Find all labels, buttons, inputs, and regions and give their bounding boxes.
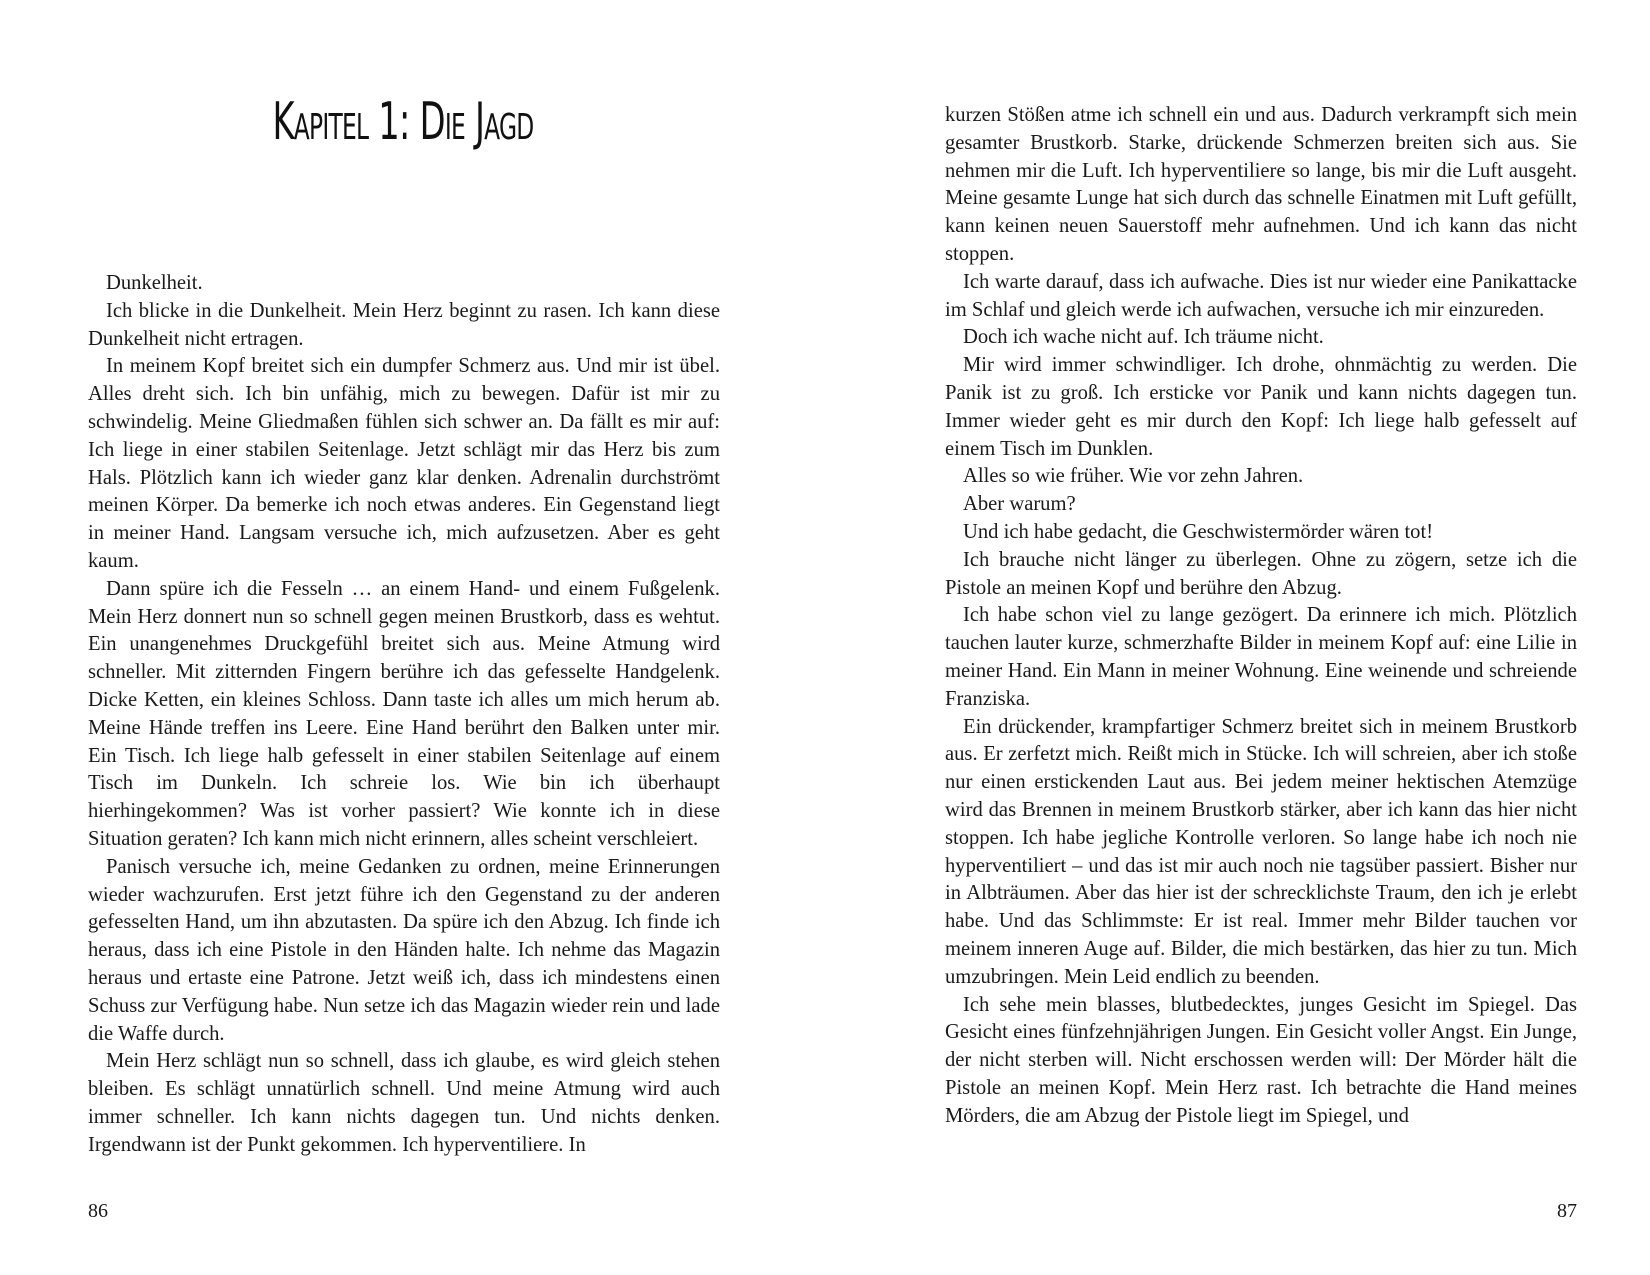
paragraph: kurzen Stößen atme ich schnell ein und aus. Dadurch verkrampft sich mein gesamter Brustkorb. Starke, drückende Schmerzen breiten sich aus. Sie nehmen mir die Luft. Ich hyperventiliere so lange, bis mir die Luft ausgeht. Meine gesamte Lunge hat sich durch das schnelle Einatmen mit Luft gefüllt, kann keinen neuen Sauerstoff mehr aufnehmen. Und ich kann das nicht stoppen.: [945, 104, 1577, 265]
paragraph: Dann spüre ich die Fesseln … an einem Hand- und einem Fußgelenk. Mein Herz donnert nun so schnell gegen meinen Brustkorb, dass es wehtut. Ein unangenehmes Druckgefühl breitet sich aus. Meine Atmung wird schneller. Mit zitternden Fingern berühre ich das gefesselte Handgelenk. Dicke Ketten, ein kleines Schloss. Dann taste ich alles um mich herum ab. Meine Hände treffen ins Leere. Eine Hand berührt den Balken unter mir. Ein Tisch. Ich liege halb gefesselt in einer stabilen Seitenlage auf einem Tisch im Dunkeln. Ich schreie los. Wie bin ich überhaupt hierhingekommen? Was ist vorher passiert? Wie konnte ich in diese Situation geraten? Ich kann mich nicht erinnern, alles scheint verschleiert.: [88, 577, 720, 850]
chapter-title: Kapitel 1: Die Jagd: [272, 92, 534, 152]
paragraph: Aber warum?: [963, 493, 1076, 516]
page-number: 86: [88, 1200, 108, 1222]
paragraph: Ich sehe mein blasses, blutbedecktes, junges Gesicht im Spiegel. Das Gesicht eines fünfzehnjährigen Jungen. Ein Gesicht voller Angst. Ein Junge, der nicht sterben will. Nicht erschossen werden will: Der Mörder hält die Pistole an meinen Kopf. Mein Herz rast. Ich betrachte die Hand meines Mörders, die am Abzug der Pistole liegt im Spiegel, und: [945, 993, 1577, 1127]
paragraph: Alles so wie früher. Wie vor zehn Jahren.: [963, 465, 1304, 488]
page-number: 87: [1557, 1200, 1577, 1222]
paragraph: Panisch versuche ich, meine Gedanken zu ordnen, meine Erinnerungen wieder wachzurufen. Erst jetzt führe ich den Gegenstand zu der anderen gefesselten Hand, um ihn abzutasten. Da spüre ich den Abzug. Ich finde ich heraus, dass ich eine Pistole in den Händen halte. Ich nehme das Magazin heraus und ertaste eine Patrone. Jetzt weiß ich, dass ich mindestens einen Schuss zur Verfügung habe. Nun setze ich das Magazin wieder rein und lade die Waffe durch.: [88, 855, 720, 1045]
paragraph: In meinem Kopf breitet sich ein dumpfer Schmerz aus. Und mir ist übel. Alles dreht sich. Ich bin unfähig, mich zu bewegen. Dafür ist mir zu schwindelig. Meine Gliedmaßen fühlen sich schwer an. Da fällt es mir auf: Ich liege in einer stabilen Seitenlage. Jetzt schlägt mir das Herz bis zum Hals. Plötzlich kann ich wieder ganz klar denken. Adrenalin durchströmt meinen Körper. Da bemerke ich noch etwas anderes. Ein Gegenstand liegt in meiner Hand. Langsam versuche ich, mich aufzusetzen. Aber es geht kaum.: [88, 355, 720, 572]
paragraph: Ich blicke in die Dunkelheit. Mein Herz beginnt zu rasen. Ich kann diese Dunkelheit nicht ertragen.: [88, 299, 720, 350]
paragraph: Ich warte darauf, dass ich aufwache. Dies ist nur wieder eine Panikattacke im Schlaf und gleich werde ich aufwachen, versuche ich mir einzureden.: [945, 270, 1577, 321]
paragraph: Ein drückender, krampfartiger Schmerz breitet sich in meinem Brustkorb aus. Er zerfetzt mich. Reißt mich in Stücke. Ich will schreien, aber ich stoße nur einen erstickenden Laut aus. Bei jedem meiner hektischen Atemzüge wird das Brennen in meinem Brustkorb stärker, aber ich kann das hier nicht stoppen. Ich habe jegliche Kontrolle verloren. So lange habe ich noch nie hyperventiliert – und das ist mir auch noch nie tagsüber passiert. Bisher nur in Albträumen. Aber das hier ist der schrecklichste Traum, den ich je erlebt habe. Und das Schlimmste: Er ist real. Immer mehr Bilder tauchen vor meinem inneren Auge auf. Bilder, die mich bestärken, das hier zu tun. Mich umzubringen. Mein Leid endlich zu beenden.: [945, 715, 1577, 988]
paragraph: Ich habe schon viel zu lange gezögert. Da erinnere ich mich. Plötzlich tauchen lauter kurze, schmerzhafte Bilder in meinem Kopf auf: eine Lilie in meiner Hand. Ein Mann in meiner Wohnung. Eine weinende und schreiende Franziska.: [945, 604, 1577, 710]
paragraph: Und ich habe gedacht, die Geschwistermörder wären tot!: [963, 520, 1434, 543]
paragraph: Ich brauche nicht länger zu überlegen. Ohne zu zögern, setze ich die Pistole an meinen Kopf und berühre den Abzug.: [945, 548, 1577, 599]
left-page-text: [88, 270, 720, 1160]
paragraph: Doch ich wache nicht auf. Ich träume nicht.: [963, 326, 1324, 349]
paragraph: Mir wird immer schwindliger. Ich drohe, ohnmächtig zu werden. Die Panik ist zu groß. Ich ersticke vor Panik und kann nichts dagegen tun. Immer wieder geht es mir durch den Kopf: Ich liege halb gefesselt auf einem Tisch im Dunklen.: [945, 354, 1577, 460]
paragraph: Mein Herz schlägt nun so schnell, dass ich glaube, es wird gleich stehen bleiben. Es schlägt unnatürlich schnell. Und meine Atmung wird auch immer schneller. Ich kann nichts dagegen tun. Und nichts denken. Irgendwann ist der Punkt gekommen. Ich hyperventiliere. In: [88, 1050, 720, 1156]
right-page: [825, 0, 1650, 1275]
paragraph: Dunkelheit.: [106, 272, 203, 294]
right-page-text: [945, 102, 1577, 1130]
